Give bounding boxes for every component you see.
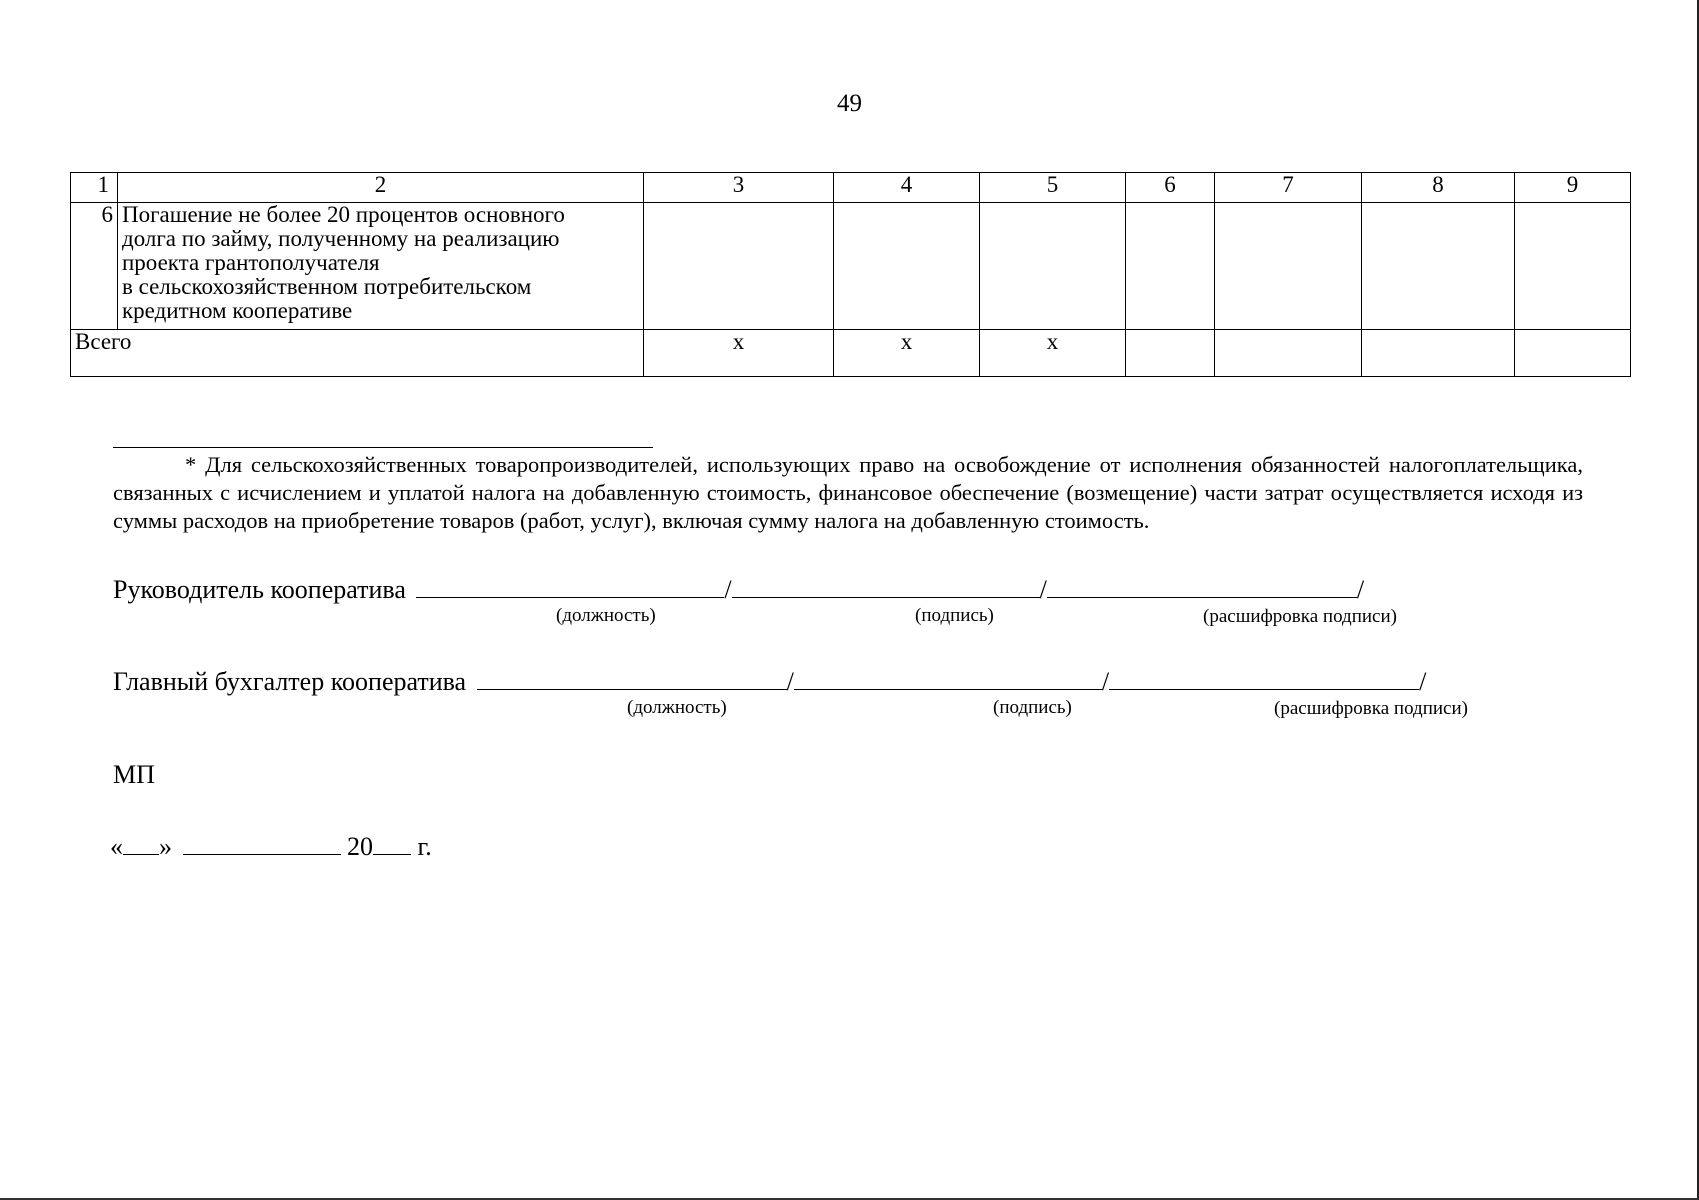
header-cell-9: 9	[1515, 173, 1631, 203]
total-cell-3: х	[644, 330, 834, 377]
stamp-place-label: МП	[113, 760, 155, 789]
header-cell-3: 3	[644, 173, 834, 203]
total-cell-4: х	[834, 330, 980, 377]
table-cell	[1215, 203, 1362, 330]
date-close-quote: »	[159, 832, 172, 861]
row-description: Погашение не более 20 процентов основного долга по займу, полученному на реализацию проекта грантополучателя в сельскохозяйственном потребительском кредитном кооперативе	[118, 203, 644, 330]
date-line	[110, 832, 432, 862]
head-name-caption: (расшифровка подписи)	[1203, 606, 1397, 627]
slash-separator: /	[1356, 575, 1365, 604]
accountant-signature-label: Главный бухгалтер кооператива	[113, 667, 467, 696]
head-position-field[interactable]	[416, 573, 724, 598]
row-number: 6	[71, 203, 118, 330]
head-signature-label: Руководитель кооператива	[113, 575, 406, 604]
table-cell	[1215, 330, 1362, 377]
page-number: 49	[837, 90, 862, 117]
table-cell	[1126, 203, 1215, 330]
table-cell	[1362, 330, 1515, 377]
date-year-suffix: г.	[417, 832, 432, 861]
table-cell	[980, 203, 1126, 330]
accountant-signature-line	[113, 665, 1426, 697]
table-cell	[834, 203, 980, 330]
head-position-caption: (должность)	[556, 605, 656, 626]
header-cell-6: 6	[1126, 173, 1215, 203]
table-cell	[1362, 203, 1515, 330]
accountant-position-caption: (должность)	[627, 697, 727, 718]
head-signature-line	[113, 573, 1364, 605]
slash-separator: /	[724, 575, 732, 604]
slash-separator: /	[1039, 575, 1047, 604]
table-cell	[644, 203, 834, 330]
footnote-text: * Для сельскохозяйственных товаропроизводителей, использующих право на освобождение от исполнения обязанностей налогоплательщика, связанных с исчислением и уплатой налога на добавленную стоимость, финансовое обеспечение (возмещение) части затрат осуществляется исходя из суммы расходов на приобретение товаров (работ, услуг), включая сумму налога на добавленную стоимость.	[113, 452, 1583, 533]
accountant-name-field[interactable]	[1109, 665, 1419, 690]
header-cell-5: 5	[980, 173, 1126, 203]
total-label: Всего	[71, 330, 644, 377]
total-row	[71, 330, 1631, 377]
slash-separator: /	[786, 667, 794, 696]
accountant-signature-field[interactable]	[794, 665, 1102, 690]
head-signature-caption: (подпись)	[915, 605, 994, 626]
table-cell	[1126, 330, 1215, 377]
header-cell-4: 4	[834, 173, 980, 203]
slash-separator: /	[1101, 667, 1110, 696]
slash-separator: /	[1419, 667, 1427, 696]
footnote-divider	[113, 447, 653, 448]
header-cell-2: 2	[118, 173, 644, 203]
header-cell-7: 7	[1215, 173, 1362, 203]
head-name-field[interactable]	[1047, 573, 1357, 598]
total-cell-5: х	[980, 330, 1126, 377]
accountant-position-field[interactable]	[477, 665, 787, 690]
expenses-table	[70, 172, 1631, 377]
date-year-prefix: 20	[347, 832, 373, 861]
header-cell-1: 1	[71, 173, 118, 203]
date-month-field[interactable]	[183, 832, 341, 855]
table-cell	[1515, 330, 1631, 377]
date-year-field[interactable]	[373, 832, 411, 855]
table-cell	[1515, 203, 1631, 330]
date-open-quote: «	[110, 832, 123, 861]
head-signature-field[interactable]	[732, 573, 1040, 598]
table-header-row	[71, 173, 1631, 203]
accountant-name-caption: (расшифровка подписи)	[1274, 698, 1468, 719]
accountant-signature-caption: (подпись)	[993, 697, 1072, 718]
date-day-field[interactable]	[123, 832, 159, 855]
header-cell-8: 8	[1362, 173, 1515, 203]
table-row	[71, 203, 1631, 330]
